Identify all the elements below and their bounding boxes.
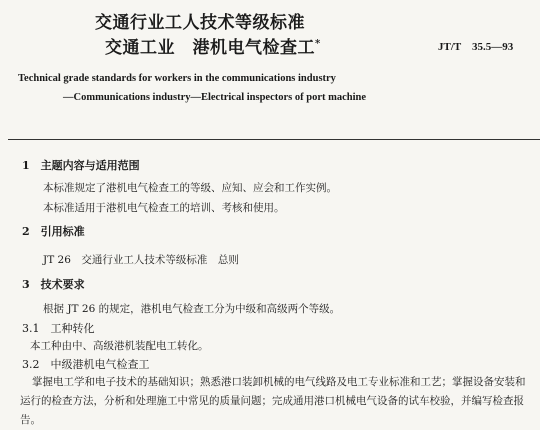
standard-number: JT/T 35.5—93 — [438, 41, 514, 53]
english-title-line-1: Technical grade standards for workers in the communications industry — [18, 73, 336, 84]
section-3-2-heading: 3.2 中级港机电气检查工 — [22, 358, 150, 371]
section-3-1-text: 本工种由中、高级港机装配电工转化。 — [30, 340, 209, 352]
section-2-heading: 2 引用标准 — [22, 225, 85, 238]
title-line-2 — [105, 33, 321, 58]
header-divider — [8, 139, 540, 140]
section-3-paragraph: 根据 JT 26 的规定，港机电气检查工分为中级和高级两个等级。 — [43, 303, 341, 315]
title-line-1: 交通行业工人技术等级标准 — [95, 13, 305, 33]
title-footnote-mark: * — [315, 38, 321, 50]
section-1-paragraph-1: 本标准规定了港机电气检查工的等级、应知、应会和工作实例。 — [43, 182, 337, 194]
section-1-heading: 1 主题内容与适用范围 — [22, 159, 140, 172]
english-title-line-2: —Communications industry—Electrical inspectors of port machine — [63, 92, 367, 103]
section-3-2-text: 掌握电工学和电子技术的基础知识；熟悉港口装卸机械的电气线路及电工专业标准和工艺；掌握设备安装和运行的检查方法，分析和处理施工中常见的质量问题；完成通用港口机械电气设备的试车校验，并编写检查报告。 — [20, 376, 526, 426]
section-3-heading: 3 技术要求 — [22, 278, 85, 291]
section-2-reference: JT 26 交通行业工人技术等级标准 总则 — [43, 254, 239, 266]
title-line-2-text: 交通工业 港机电气检查工 — [105, 38, 315, 58]
section-3-1-heading: 3.1 工种转化 — [22, 322, 95, 335]
section-1-paragraph-2: 本标准适用于港机电气检查工的培训、考核和使用。 — [43, 202, 285, 214]
